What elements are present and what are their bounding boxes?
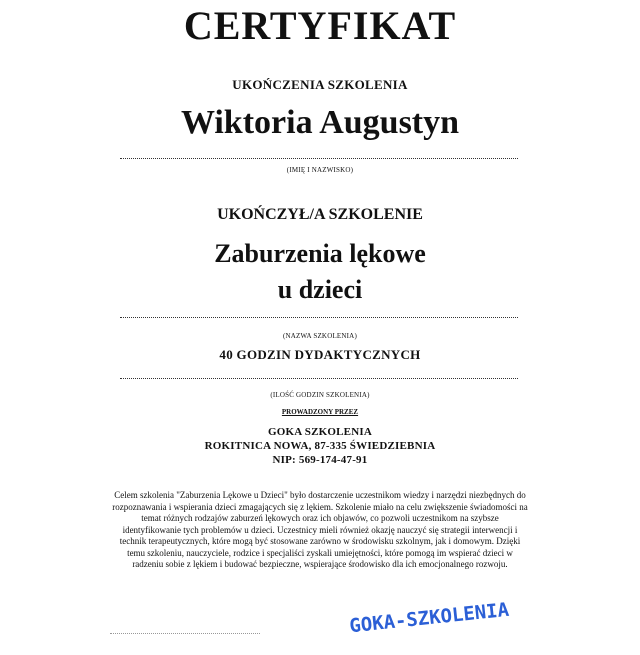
hours-value: 40 GODZIN DYDAKTYCZNYCH xyxy=(219,347,421,362)
course-dotted-line xyxy=(120,317,518,318)
name-caption: (IMIĘ I NAZWISKO) xyxy=(286,166,354,174)
hours-dotted-line xyxy=(120,378,518,379)
organizer-address: ROKITNICA NOWA, 87-335 ŚWIEDZIEBNIA xyxy=(204,440,436,452)
course-name-line-1: Zaburzenia lękowe xyxy=(214,239,426,268)
certificate-subtitle: UKOŃCZENIA SZKOLENIA xyxy=(232,77,408,92)
course-name-line-2: u dzieci xyxy=(277,275,363,304)
signature-line xyxy=(110,633,260,638)
completed-label: UKOŃCZYŁ/A SZKOLENIE xyxy=(217,206,423,223)
certificate-title: CERTYFIKAT xyxy=(183,3,457,48)
company-stamp: GOKA-SZKOLENIA xyxy=(348,598,510,638)
name-dotted-line xyxy=(120,158,518,159)
organizer-name: GOKA SZKOLENIA xyxy=(268,426,372,438)
participant-name: Wiktoria Augustyn xyxy=(180,104,460,141)
course-description: Celem szkolenia "Zaburzenia Lękowe u Dzieci" było dostarczenie uczestnikom wiedzy i narzędzi niezbędnych do rozpoznawania i wspierania dzieci zmagających się z lękiem. Szkolenie miało na celu zwiększenie świadomości na temat różnych rodzajów zaburzeń lękowych oraz ich objawów, co pozwoli uczestnikom na szybsze identyfikowanie tych problemów u dzieci. Uczestnicy mieli również okazję nauczyć się strategii interwencji i technik terapeutycznych, które mogą być stosowane zarówno w środowisku szkolnym, jak i domowym. Dzięki temu szkoleniu, nauczyciele, rodzice i specjaliści zyskali umiejętności, które pomogą im wspierać dzieci w radzeniu sobie z lękiem i budować bezpieczne, wspierające środowisko dla ich emocjonalnego rozwoju. xyxy=(112,490,528,569)
course-caption: (NAZWA SZKOLENIA) xyxy=(283,332,357,340)
conducted-by-label: PROWADZONY PRZEZ xyxy=(281,408,359,416)
course-name xyxy=(0,236,640,308)
hours-caption: (ILOŚĆ GODZIN SZKOLENIA) xyxy=(270,391,370,399)
organizer-nip: NIP: 569-174-47-91 xyxy=(272,454,368,466)
